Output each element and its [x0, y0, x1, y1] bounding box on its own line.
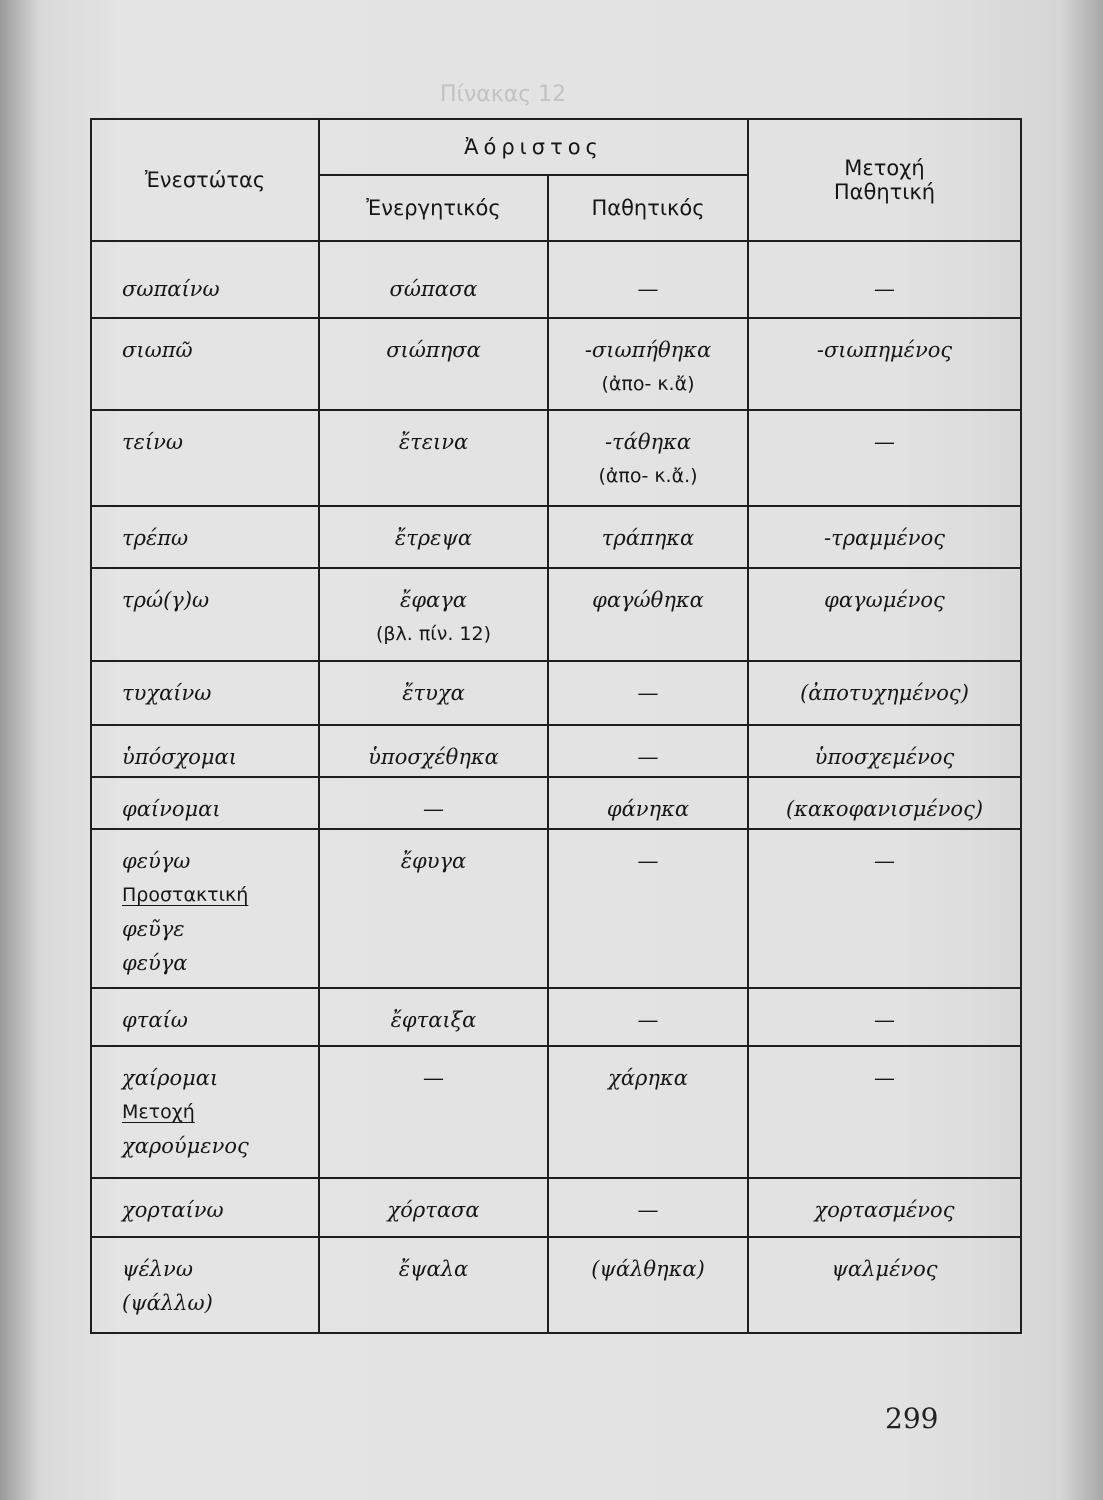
cell-present [91, 988, 319, 1046]
cell-text: τυχαίνω [122, 680, 212, 705]
cell-present [91, 318, 319, 410]
table-row [91, 1237, 1021, 1333]
cell-text: — [637, 1198, 659, 1223]
cell-text: φαίνομαι [122, 797, 221, 822]
cell-text: (ψάλθηκα) [591, 1256, 705, 1281]
cell-passive [548, 829, 748, 988]
cell-text: (κακοφανισμένος) [785, 797, 984, 822]
cell-text: σώπασα [389, 277, 478, 302]
cell-text: τρέπω [122, 526, 189, 551]
cell-active [319, 241, 548, 317]
cell-text: — [637, 849, 659, 874]
cell-text: — [637, 1007, 659, 1032]
cell-present [91, 568, 319, 660]
cell-text: — [874, 429, 895, 454]
cell-passive [548, 661, 748, 725]
cell-active [319, 1046, 548, 1178]
table-row [91, 241, 1021, 317]
cell-present [91, 241, 319, 317]
cell-text: (βλ. πίν. 12) [375, 623, 491, 646]
cell-text: Μετοχή [122, 1101, 195, 1123]
cell-text: — [637, 744, 659, 769]
cell-present [91, 410, 319, 506]
cell-text: φαγωμένος [824, 588, 945, 613]
cell-active [319, 777, 548, 829]
cell-active [319, 410, 548, 506]
participle-header-line2: Παθητική [833, 180, 936, 205]
cell-active [319, 1237, 548, 1333]
table-row [91, 568, 1021, 660]
table-row [91, 1178, 1021, 1236]
cell-text: χαρούμενος [122, 1134, 249, 1158]
cell-text: σωπαίνω [122, 277, 220, 302]
cell-participle [748, 506, 1021, 568]
cell-passive [548, 568, 748, 660]
bleed-through-title: Πίνακας 12 [440, 82, 567, 107]
cell-text: — [874, 277, 895, 302]
cell-passive [548, 1237, 748, 1333]
page-number: 299 [885, 1402, 939, 1435]
cell-text: — [423, 797, 444, 822]
cell-passive [548, 410, 748, 506]
cell-text: φεύγω [122, 849, 191, 874]
cell-participle [748, 1178, 1021, 1236]
cell-participle [748, 318, 1021, 410]
cell-text: φάνηκα [606, 797, 690, 822]
cell-active [319, 568, 548, 660]
cell-present [91, 1237, 319, 1333]
col-header-active: Ἐνεργητικός [319, 175, 548, 241]
cell-text: ὑποσχεμένος [814, 744, 955, 769]
cell-present [91, 777, 319, 829]
cell-participle [748, 661, 1021, 725]
col-header-present: Ἐνεστώτας [91, 119, 319, 241]
cell-text: ψαλμένος [831, 1256, 938, 1281]
cell-text: -σιωπήθηκα [584, 337, 712, 362]
table-row [91, 318, 1021, 410]
cell-text: ὑποσχέθηκα [368, 744, 499, 769]
cell-text: τείνω [122, 429, 184, 454]
cell-active [319, 725, 548, 777]
cell-participle [748, 777, 1021, 829]
cell-present [91, 829, 319, 988]
cell-text: — [423, 1066, 444, 1090]
cell-text: σιωπῶ [122, 337, 193, 362]
cell-text: χορτασμένος [814, 1198, 955, 1223]
cell-text: ὑπόσχομαι [122, 744, 237, 769]
cell-text: χάρηκα [608, 1066, 688, 1090]
table-row [91, 829, 1021, 988]
table-row [91, 506, 1021, 568]
cell-present [91, 506, 319, 568]
table-row [91, 410, 1021, 506]
cell-text: (ψάλλω) [122, 1290, 213, 1315]
cell-text: ἔψαλα [398, 1256, 469, 1281]
cell-passive [548, 506, 748, 568]
table-row [91, 988, 1021, 1046]
cell-text: — [874, 1007, 895, 1032]
table-row [91, 777, 1021, 829]
cell-text: φεύγα [122, 951, 188, 976]
cell-text: φεῦγε [122, 917, 185, 942]
cell-text: ἔτυχα [402, 680, 465, 705]
cell-active [319, 988, 548, 1046]
cell-passive [548, 725, 748, 777]
cell-text: (ἀπο- κ.ἄ.) [598, 464, 698, 487]
cell-active [319, 829, 548, 988]
cell-text: Προστακτική [122, 884, 249, 907]
cell-active [319, 661, 548, 725]
cell-text: ἔφαγα [400, 588, 467, 613]
cell-text: -τραμμένος [824, 526, 945, 551]
cell-text: σιώπησα [386, 337, 481, 362]
cell-present [91, 1046, 319, 1178]
cell-text: ψέλνω [122, 1256, 193, 1281]
table-row [91, 661, 1021, 725]
cell-participle [748, 241, 1021, 317]
cell-text: τρώ(γ)ω [122, 588, 210, 613]
cell-text: -τάθηκα [604, 429, 692, 454]
cell-present [91, 661, 319, 725]
cell-text: — [874, 849, 895, 874]
cell-text: — [637, 277, 659, 302]
cell-passive [548, 777, 748, 829]
cell-text: ἔφταιξα [390, 1007, 477, 1032]
cell-active [319, 1178, 548, 1236]
cell-text: ἔτεινα [398, 429, 469, 454]
cell-participle [748, 568, 1021, 660]
table-row [91, 1046, 1021, 1178]
cell-text: φταίω [122, 1007, 188, 1032]
cell-participle [748, 410, 1021, 506]
cell-text: (ἀπο- κ.ἄ) [601, 372, 695, 395]
header-row-1 [91, 119, 1021, 175]
cell-text: φαγώθηκα [592, 588, 704, 613]
cell-participle [748, 829, 1021, 988]
cell-text: (ἀποτυχημένος) [800, 680, 969, 705]
cell-participle [748, 1046, 1021, 1178]
cell-passive [548, 318, 748, 410]
cell-text: — [874, 1066, 895, 1090]
col-header-aorist: Ἀόριστος [319, 119, 748, 175]
verb-table-body [91, 241, 1021, 1333]
cell-participle [748, 1237, 1021, 1333]
cell-present [91, 725, 319, 777]
table-row [91, 725, 1021, 777]
cell-passive [548, 1046, 748, 1178]
participle-header-line1: Μετοχή [844, 156, 925, 181]
cell-present [91, 1178, 319, 1236]
cell-text: — [637, 680, 659, 705]
cell-text: ἔτρεψα [394, 526, 473, 551]
cell-participle [748, 988, 1021, 1046]
cell-active [319, 318, 548, 410]
col-header-participle [748, 119, 1021, 241]
cell-passive [548, 988, 748, 1046]
verb-table [90, 118, 1022, 1334]
col-header-passive: Παθητικός [548, 175, 748, 241]
cell-passive [548, 1178, 748, 1236]
cell-text: χόρτασα [387, 1198, 480, 1223]
cell-text: ἔφυγα [400, 849, 467, 874]
cell-text: -σιωπημένος [816, 337, 953, 362]
cell-text: χορταίνω [122, 1198, 224, 1223]
cell-text: τράπηκα [601, 526, 695, 551]
cell-passive [548, 241, 748, 317]
cell-participle [748, 725, 1021, 777]
cell-active [319, 506, 548, 568]
cell-text: χαίρομαι [122, 1066, 219, 1090]
